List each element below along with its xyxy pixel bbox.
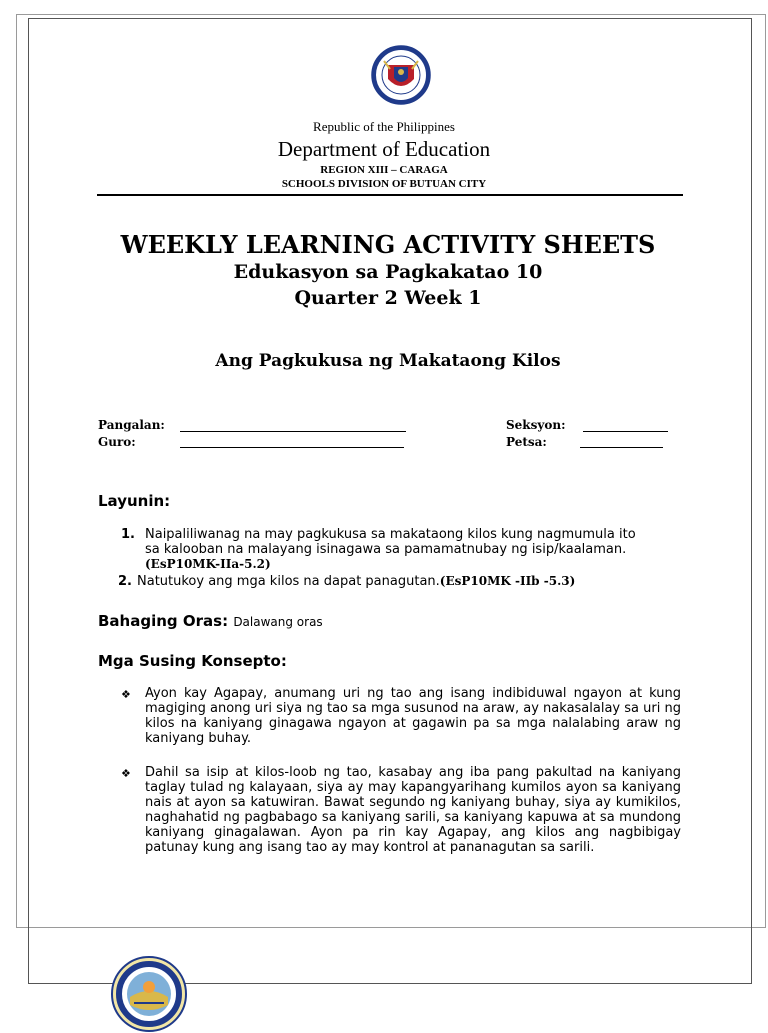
time-value: Dalawang oras (233, 615, 323, 629)
school-seal-logo (110, 955, 188, 1033)
republic-text: Republic of the Philippines (313, 119, 455, 134)
department-text: Department of Education (277, 137, 491, 161)
topic-title: Ang Pagkukusa ng Makataong Kilos (215, 351, 561, 371)
objective-1-number: 1. (121, 527, 135, 542)
subject-title: Edukasyon sa Pagkakatao 10 (233, 261, 543, 283)
objective-2-item (137, 574, 575, 589)
bullet-icon: ❖ (121, 688, 131, 701)
objective-1-code: (EsP10MK-IIa-5.2) (145, 557, 271, 571)
header-divider (97, 194, 683, 196)
objectives-heading: Layunin: (98, 492, 171, 510)
objective-1-line2: sa kalooban na malayang isinagawa sa pamamatnubay ng isip/kaalaman. (145, 542, 627, 557)
teacher-field-line[interactable] (180, 447, 404, 448)
name-field-line[interactable] (180, 431, 406, 432)
date-field-line[interactable] (580, 447, 663, 448)
time-allotment (98, 612, 323, 630)
section-label: Seksyon: (506, 418, 566, 432)
concepts-heading: Mga Susing Konsepto: (98, 652, 287, 670)
teacher-label: Guro: (98, 435, 136, 449)
section-field-line[interactable] (583, 431, 668, 432)
bullet-icon: ❖ (121, 767, 131, 780)
objective-2-code: (EsP10MK -IIb -5.3) (439, 574, 576, 588)
objective-2-number: 2. (118, 574, 132, 589)
deped-seal-logo (364, 45, 438, 105)
objective-1-line1: Naipaliliwanag na may pagkukusa sa makataong kilos kung nagmumula ito (145, 527, 636, 542)
region-text: REGION XIII – CARAGA (320, 164, 448, 176)
concept-2-text: Dahil sa isip at kilos-loob ng tao, kasabay ang iba pang pakultad na kaniyang taglay tulad ng kalayaan, siya ay may kapangyarihang kumilos ayon sa kaniyang nais at ayon sa katuwiran. Bawat segundo ng kaniyang buhay, siya ay kumikilos, naghahatid ng pagbabago sa kaniyang sarili, sa kaniyang kapuwa at sa mundong kaniyang ginagalawan. Ayon pa rin kay Agapay, ang kilos ang nagbibigay patunay kung ang isang tao ay may kontrol at pananagutan sa sarili. (145, 765, 681, 855)
date-label: Petsa: (506, 435, 547, 449)
division-text: SCHOOLS DIVISION OF BUTUAN CITY (281, 178, 487, 190)
objective-2-text: Natutukoy ang mga kilos na dapat panagutan. (137, 574, 440, 589)
quarter-title: Quarter 2 Week 1 (294, 287, 482, 309)
document-title: WEEKLY LEARNING ACTIVITY SHEETS (120, 230, 656, 259)
time-label: Bahaging Oras: (98, 612, 229, 630)
concept-1-text: Ayon kay Agapay, anumang uri ng tao ang isang indibiduwal ngayon at kung magiging anong uri siya ng tao sa mga susunod na araw, ay nakasalalay sa uri ng kilos na kaniyang ginagawa ngayon at gagawin pa sa mga nalalabing araw ng kaniyang buhay. (145, 686, 681, 746)
name-label: Pangalan: (98, 418, 165, 432)
